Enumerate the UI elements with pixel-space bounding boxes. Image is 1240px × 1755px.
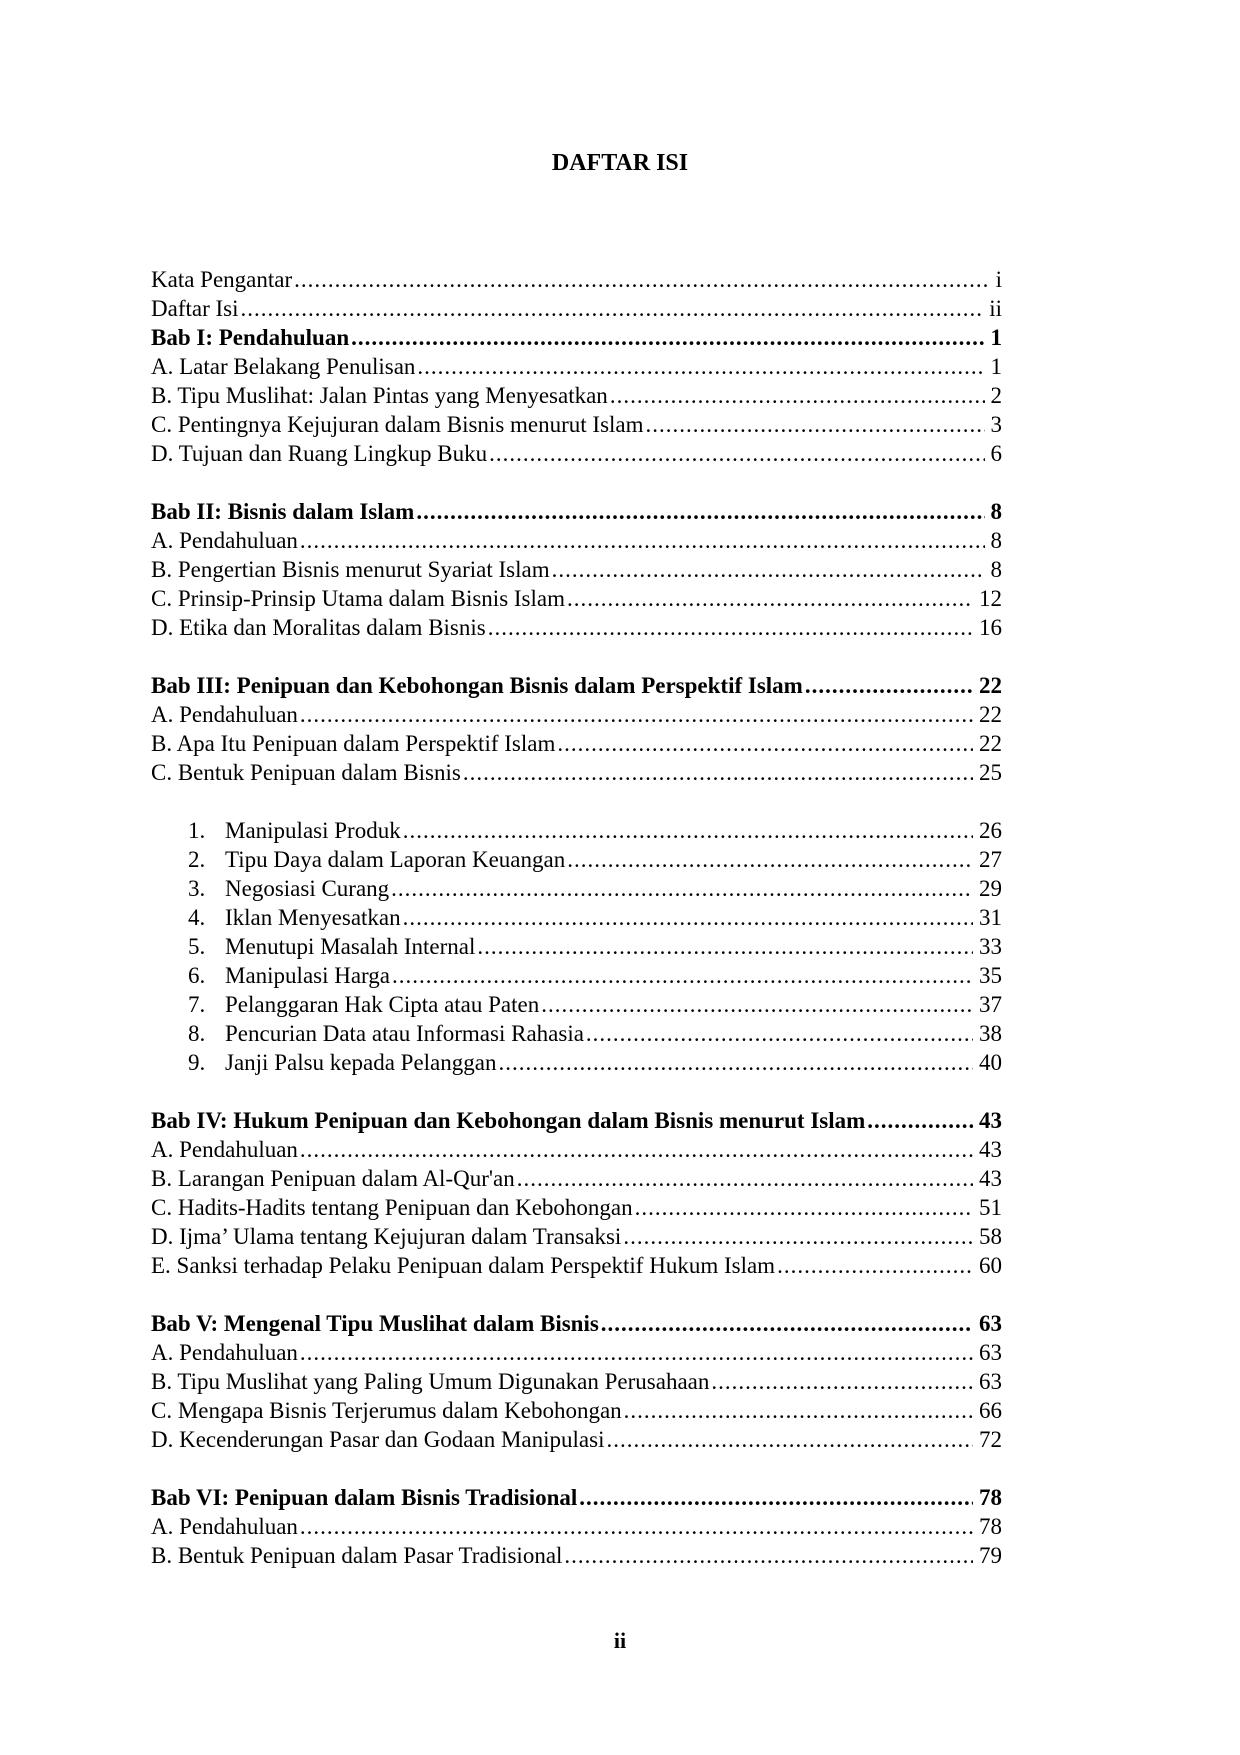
section-spacer	[151, 787, 1002, 816]
dot-leader	[391, 874, 973, 903]
toc-entry[interactable]	[151, 584, 1002, 613]
toc-subentry[interactable]	[151, 1048, 1002, 1077]
toc-entry-label: Kata Pengantar	[151, 267, 293, 292]
toc-entry[interactable]	[151, 1367, 1002, 1396]
toc-entry-label: Manipulasi Harga	[225, 963, 391, 988]
toc-page-number: 79	[979, 1543, 1002, 1568]
toc-entry-daftar-isi[interactable]	[151, 294, 1002, 323]
toc-entry[interactable]	[151, 1396, 1002, 1425]
dot-leader	[241, 294, 984, 323]
toc-chapter-label: Bab VI: Penipuan dalam Bisnis Tradisional	[151, 1485, 578, 1510]
toc-entry-label: Pelanggaran Hak Cipta atau Paten	[225, 992, 540, 1017]
toc-page-number: 33	[979, 934, 1002, 959]
toc-page-number: 12	[979, 586, 1002, 611]
toc-chapter-bab-2[interactable]	[151, 497, 1002, 526]
toc-entry-label: B. Apa Itu Penipuan dalam Perspektif Islam	[151, 731, 556, 756]
dot-leader	[867, 1106, 973, 1135]
toc-page-number: 35	[979, 963, 1002, 988]
toc-subentry-number: 3.	[188, 876, 206, 901]
toc-entry[interactable]	[151, 1135, 1002, 1164]
toc-entry-label: Menutupi Masalah Internal	[225, 934, 476, 959]
toc-page-number: 78	[979, 1485, 1002, 1510]
toc-entry[interactable]	[151, 729, 1002, 758]
toc-chapter-label: Bab III: Penipuan dan Kebohongan Bisnis dalam Perspektif Islam	[151, 673, 803, 698]
toc-page-number: 1	[990, 354, 1002, 379]
dot-leader	[489, 439, 984, 468]
toc-entry-label: D. Tujuan dan Ruang Lingkup Buku	[151, 441, 488, 466]
toc-page-number: 51	[979, 1195, 1002, 1220]
dot-leader	[805, 671, 973, 700]
toc-page-number: 31	[979, 905, 1002, 930]
toc-entry-label: C. Pentingnya Kejujuran dalam Bisnis menurut Islam	[151, 412, 644, 437]
toc-page-number: 16	[979, 615, 1002, 640]
toc-entry[interactable]	[151, 352, 1002, 381]
toc-entry-label: B. Tipu Muslihat yang Paling Umum Digunakan Perusahaan	[151, 1369, 710, 1394]
dot-leader	[416, 497, 984, 526]
toc-entry-label: C. Mengapa Bisnis Terjerumus dalam Kebohongan	[151, 1398, 622, 1423]
toc-entry-label: C. Bentuk Penipuan dalam Bisnis	[151, 760, 461, 785]
toc-entry-label: A. Pendahuluan	[151, 528, 298, 553]
dot-leader	[477, 932, 973, 961]
dot-leader	[646, 410, 985, 439]
dot-leader	[623, 1222, 973, 1251]
table-of-contents	[151, 265, 1002, 1570]
toc-entry-label: Tipu Daya dalam Laporan Keuangan	[225, 847, 566, 872]
toc-subentry[interactable]	[151, 874, 1002, 903]
toc-page-number: 3	[990, 412, 1002, 437]
toc-page-number: 38	[979, 1021, 1002, 1046]
dot-leader	[403, 903, 973, 932]
toc-entry-label: C. Prinsip-Prinsip Utama dalam Bisnis Islam	[151, 586, 565, 611]
dot-leader	[392, 961, 973, 990]
toc-page-number: 25	[979, 760, 1002, 785]
toc-page-number: 43	[979, 1137, 1002, 1162]
toc-entry-label: D. Etika dan Moralitas dalam Bisnis	[151, 615, 486, 640]
dot-leader	[610, 381, 985, 410]
toc-entry[interactable]	[151, 613, 1002, 642]
toc-entry-label: Daftar Isi	[151, 296, 239, 321]
toc-entry[interactable]	[151, 1338, 1002, 1367]
dot-leader	[403, 816, 973, 845]
toc-entry[interactable]	[151, 758, 1002, 787]
dot-leader	[294, 265, 989, 294]
toc-subentry[interactable]	[151, 990, 1002, 1019]
toc-entry[interactable]	[151, 700, 1002, 729]
toc-entry-label: A. Pendahuluan	[151, 702, 298, 727]
toc-chapter-bab-5[interactable]	[151, 1309, 1002, 1338]
toc-subentry-number: 1.	[188, 818, 206, 843]
section-spacer	[151, 642, 1002, 671]
toc-entry[interactable]	[151, 1425, 1002, 1454]
toc-entry-kata-pengantar[interactable]	[151, 265, 1002, 294]
toc-entry-label: B. Tipu Muslihat: Jalan Pintas yang Menyesatkan	[151, 383, 608, 408]
toc-page-number: 8	[990, 557, 1002, 582]
dot-leader	[463, 758, 973, 787]
toc-page-number: 78	[979, 1514, 1002, 1539]
toc-page-number: 43	[979, 1166, 1002, 1191]
toc-page-number: i	[995, 267, 1002, 292]
toc-entry-label: B. Larangan Penipuan dalam Al-Qur'an	[151, 1166, 515, 1191]
toc-page-number: 26	[979, 818, 1002, 843]
toc-entry-label: B. Bentuk Penipuan dalam Pasar Tradisional	[151, 1543, 563, 1568]
toc-chapter-label: Bab IV: Hukum Penipuan dan Kebohongan dalam Bisnis menurut Islam	[151, 1108, 866, 1133]
dot-leader	[557, 729, 973, 758]
dot-leader	[635, 1193, 973, 1222]
toc-page-number: 66	[979, 1398, 1002, 1423]
dot-leader	[624, 1396, 973, 1425]
dot-leader	[417, 352, 984, 381]
dot-leader	[488, 613, 973, 642]
toc-entry[interactable]	[151, 1512, 1002, 1541]
toc-subentry-number: 7.	[188, 992, 206, 1017]
toc-chapter-bab-4[interactable]	[151, 1106, 1002, 1135]
dot-leader	[351, 323, 984, 352]
toc-entry-label: Manipulasi Produk	[225, 818, 401, 843]
dot-leader	[498, 1048, 973, 1077]
toc-entry[interactable]	[151, 1164, 1002, 1193]
dot-leader	[300, 526, 985, 555]
toc-entry[interactable]	[151, 1541, 1002, 1570]
toc-page-number: 40	[979, 1050, 1002, 1075]
dot-leader	[777, 1251, 973, 1280]
toc-entry[interactable]	[151, 555, 1002, 584]
toc-page-number: 63	[979, 1369, 1002, 1394]
toc-page-number: 63	[979, 1340, 1002, 1365]
toc-page-number: 2	[990, 383, 1002, 408]
toc-page-number: 22	[979, 673, 1002, 698]
dot-leader	[517, 1164, 973, 1193]
toc-subentry[interactable]	[151, 903, 1002, 932]
toc-entry-label: A. Latar Belakang Penulisan	[151, 354, 416, 379]
toc-page-number: 8	[990, 499, 1002, 524]
toc-subentry[interactable]	[151, 961, 1002, 990]
section-spacer	[151, 1454, 1002, 1483]
dot-leader	[300, 1338, 973, 1367]
toc-entry[interactable]	[151, 1222, 1002, 1251]
dot-leader	[567, 584, 973, 613]
toc-subentry[interactable]	[151, 932, 1002, 961]
toc-page-number: 29	[979, 876, 1002, 901]
dot-leader	[579, 1483, 973, 1512]
dot-leader	[586, 1019, 973, 1048]
toc-chapter-label: Bab I: Pendahuluan	[151, 325, 350, 350]
toc-entry-label: Pencurian Data atau Informasi Rahasia	[225, 1021, 584, 1046]
toc-entry[interactable]	[151, 410, 1002, 439]
toc-entry[interactable]	[151, 439, 1002, 468]
toc-page-number: 6	[990, 441, 1002, 466]
page-title: DAFTAR ISI	[551, 150, 689, 176]
toc-entry[interactable]	[151, 1251, 1002, 1280]
toc-page-number: 63	[979, 1311, 1002, 1336]
toc-page-number: 43	[979, 1108, 1002, 1133]
toc-entry-label: D. Kecenderungan Pasar dan Godaan Manipulasi	[151, 1427, 605, 1452]
dot-leader	[300, 700, 973, 729]
dot-leader	[606, 1425, 973, 1454]
toc-page-number: 1	[990, 325, 1002, 350]
toc-chapter-bab-6[interactable]	[151, 1483, 1002, 1512]
toc-subentry[interactable]	[151, 816, 1002, 845]
page-number: ii	[613, 1628, 627, 1653]
toc-entry-label: A. Pendahuluan	[151, 1514, 298, 1539]
toc-entry-label: B. Pengertian Bisnis menurut Syariat Islam	[151, 557, 550, 582]
toc-page-number: 22	[979, 731, 1002, 756]
toc-entry-label: Iklan Menyesatkan	[225, 905, 401, 930]
toc-entry-label: E. Sanksi terhadap Pelaku Penipuan dalam Perspektif Hukum Islam	[151, 1253, 776, 1278]
toc-subentry-number: 2.	[188, 847, 206, 872]
toc-entry-label: C. Hadits-Hadits tentang Penipuan dan Kebohongan	[151, 1195, 633, 1220]
toc-page-number: 58	[979, 1224, 1002, 1249]
section-spacer	[151, 1077, 1002, 1106]
toc-entry[interactable]	[151, 1193, 1002, 1222]
toc-chapter-bab-3[interactable]	[151, 671, 1002, 700]
toc-subentry-number: 4.	[188, 905, 206, 930]
toc-subentry-number: 5.	[188, 934, 206, 959]
toc-page-number: 22	[979, 702, 1002, 727]
section-spacer	[151, 468, 1002, 497]
dot-leader	[300, 1135, 973, 1164]
dot-leader	[601, 1309, 973, 1338]
toc-entry-label: A. Pendahuluan	[151, 1137, 298, 1162]
toc-chapter-bab-1[interactable]	[151, 323, 1002, 352]
toc-subentry[interactable]	[151, 1019, 1002, 1048]
toc-subentry-number: 6.	[188, 963, 206, 988]
dot-leader	[552, 555, 985, 584]
toc-entry[interactable]	[151, 381, 1002, 410]
dot-leader	[567, 845, 973, 874]
toc-chapter-label: Bab V: Mengenal Tipu Muslihat dalam Bisnis	[151, 1311, 599, 1336]
toc-chapter-label: Bab II: Bisnis dalam Islam	[151, 499, 415, 524]
toc-entry-label: Janji Palsu kepada Pelanggan	[225, 1050, 497, 1075]
toc-entry-label: D. Ijma’ Ulama tentang Kejujuran dalam Transaksi	[151, 1224, 622, 1249]
dot-leader	[541, 990, 973, 1019]
section-spacer	[151, 1280, 1002, 1309]
toc-page-number: 8	[990, 528, 1002, 553]
dot-leader	[564, 1541, 973, 1570]
dot-leader	[711, 1367, 973, 1396]
toc-subentry-number: 8.	[188, 1021, 206, 1046]
toc-entry-label: Negosiasi Curang	[225, 876, 390, 901]
toc-page-number: 27	[979, 847, 1002, 872]
toc-subentry[interactable]	[151, 845, 1002, 874]
toc-page-number: 60	[979, 1253, 1002, 1278]
toc-entry[interactable]	[151, 526, 1002, 555]
toc-page-number: ii	[989, 296, 1002, 321]
dot-leader	[300, 1512, 973, 1541]
toc-entry-label: A. Pendahuluan	[151, 1340, 298, 1365]
toc-subentry-number: 9.	[188, 1050, 206, 1075]
toc-page-number: 37	[979, 992, 1002, 1017]
toc-page-number: 72	[979, 1427, 1002, 1452]
